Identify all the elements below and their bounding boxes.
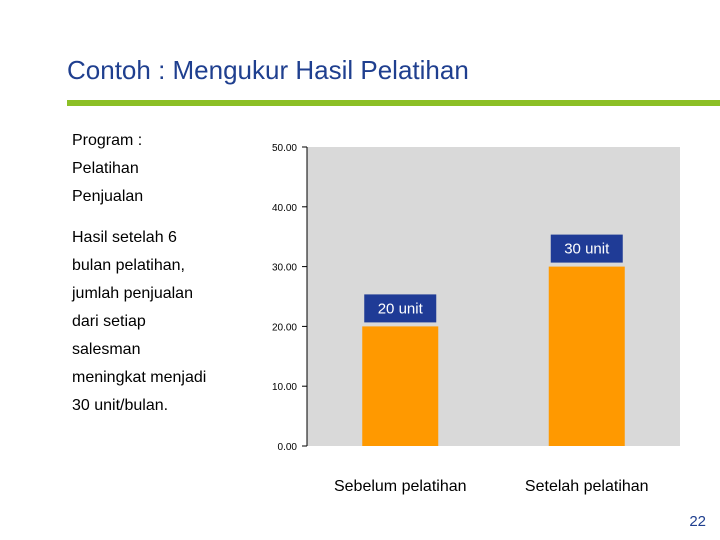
data-label: 20 unit <box>377 300 423 318</box>
text-line: jumlah penjualan <box>72 285 193 302</box>
y-tick-label: 50.00 <box>271 143 297 154</box>
y-tick-label: 30.00 <box>271 262 297 274</box>
bar <box>362 326 438 446</box>
page-number: 22 <box>689 513 706 530</box>
slide-title: Contoh : Mengukur Hasil Pelatihan <box>67 55 469 85</box>
description-text <box>72 127 252 420</box>
title-underline <box>67 100 720 106</box>
y-tick-label: 40.00 <box>271 202 297 214</box>
text-line: bulan pelatihan, <box>72 257 185 274</box>
text-line: Program : <box>72 132 143 149</box>
y-tick-label: 20.00 <box>271 322 297 334</box>
x-category-label: Sebelum pelatihan <box>333 478 467 495</box>
text-line: Pelatihan <box>72 160 139 177</box>
text-line: Hasil setelah 6 <box>72 229 177 246</box>
y-tick-label: 10.00 <box>271 382 297 394</box>
data-label: 30 unit <box>564 240 610 258</box>
text-line: salesman <box>72 341 141 358</box>
x-category-label: Setelah pelatihan <box>524 478 649 495</box>
text-line: meningkat menjadi <box>72 369 207 386</box>
bar <box>549 267 625 446</box>
y-tick-label: 0.00 <box>277 442 297 453</box>
bar-chart <box>250 135 710 500</box>
text-line: Penjualan <box>72 188 144 205</box>
text-line: dari setiap <box>72 313 146 330</box>
text-line: 30 unit/bulan. <box>72 397 169 414</box>
